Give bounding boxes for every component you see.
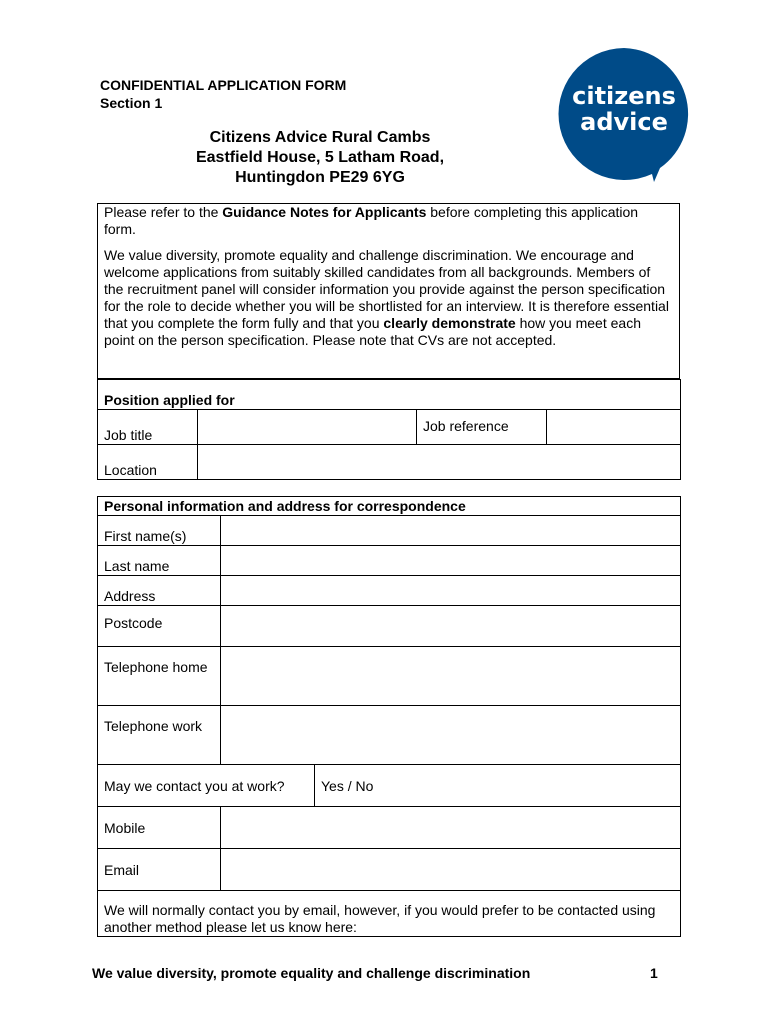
telephone-work-field[interactable] bbox=[221, 706, 681, 765]
location-field[interactable] bbox=[198, 445, 681, 480]
mobile-label: Mobile bbox=[98, 807, 221, 849]
job-title-label: Job title bbox=[98, 410, 198, 445]
logo-line-2: advice bbox=[580, 108, 668, 136]
telephone-home-field[interactable] bbox=[221, 647, 681, 706]
organisation-address bbox=[140, 128, 500, 188]
page-number: 1 bbox=[650, 965, 658, 981]
telephone-work-label: Telephone work bbox=[98, 706, 221, 765]
postcode-field[interactable] bbox=[221, 606, 681, 647]
telephone-home-label: Telephone home bbox=[98, 647, 221, 706]
address-line-2: Huntingdon PE29 6YG bbox=[235, 169, 405, 186]
section-label: Section 1 bbox=[100, 95, 163, 111]
job-reference-field[interactable] bbox=[547, 410, 681, 445]
intro-box bbox=[97, 203, 680, 379]
personal-heading: Personal information and address for correspondence bbox=[98, 497, 681, 516]
position-table bbox=[97, 379, 681, 480]
position-heading: Position applied for bbox=[98, 380, 681, 410]
job-reference-label: Job reference bbox=[417, 410, 547, 445]
clearly-demonstrate-text: clearly demonstrate bbox=[383, 315, 516, 331]
contact-at-work-label: May we contact you at work? bbox=[98, 765, 315, 807]
address-label: Address bbox=[98, 576, 221, 606]
mobile-field[interactable] bbox=[221, 807, 681, 849]
intro-paragraph-1: Please refer to the Guidance Notes for Applicants before completing this application form. bbox=[104, 204, 639, 237]
address-line-1: Eastfield House, 5 Latham Road, bbox=[195, 149, 445, 166]
personal-info-table bbox=[97, 496, 681, 937]
contact-preference-note[interactable]: We will normally contact you by email, however, if you would prefer to be contacted using another method please let us know here: bbox=[98, 891, 681, 937]
citizens-advice-logo bbox=[556, 46, 692, 182]
first-name-label: First name(s) bbox=[98, 516, 221, 546]
address-field[interactable] bbox=[221, 576, 681, 606]
footer-text: We value diversity, promote equality and challenge discrimination bbox=[92, 965, 531, 981]
organisation-name: Citizens Advice Rural Cambs bbox=[209, 129, 431, 146]
guidance-notes-text: Guidance Notes for Applicants bbox=[222, 204, 427, 220]
last-name-label: Last name bbox=[98, 546, 221, 576]
last-name-field[interactable] bbox=[221, 546, 681, 576]
location-label: Location bbox=[98, 445, 198, 480]
logo-line-1: citizens bbox=[572, 82, 676, 110]
form-title: CONFIDENTIAL APPLICATION FORM bbox=[100, 77, 347, 93]
postcode-label: Postcode bbox=[98, 606, 221, 647]
email-field[interactable] bbox=[221, 849, 681, 891]
email-label: Email bbox=[98, 849, 221, 891]
job-title-field[interactable] bbox=[198, 410, 417, 445]
contact-at-work-answer[interactable]: Yes / No bbox=[315, 765, 681, 807]
first-name-field[interactable] bbox=[221, 516, 681, 546]
intro-paragraph-2: We value diversity, promote equality and challenge discrimination. We encourage and welcome applications from suitably skilled candidates from all backgrounds. Members of the recruitment panel will consider information you provide against the person specification for the role to decide whether you will be shortlisted for an interview. It is therefore essential that you complete the form fully and that you clearly demonstrate how you meet each point on the person specification. Please note that CVs are not accepted. bbox=[104, 247, 669, 348]
